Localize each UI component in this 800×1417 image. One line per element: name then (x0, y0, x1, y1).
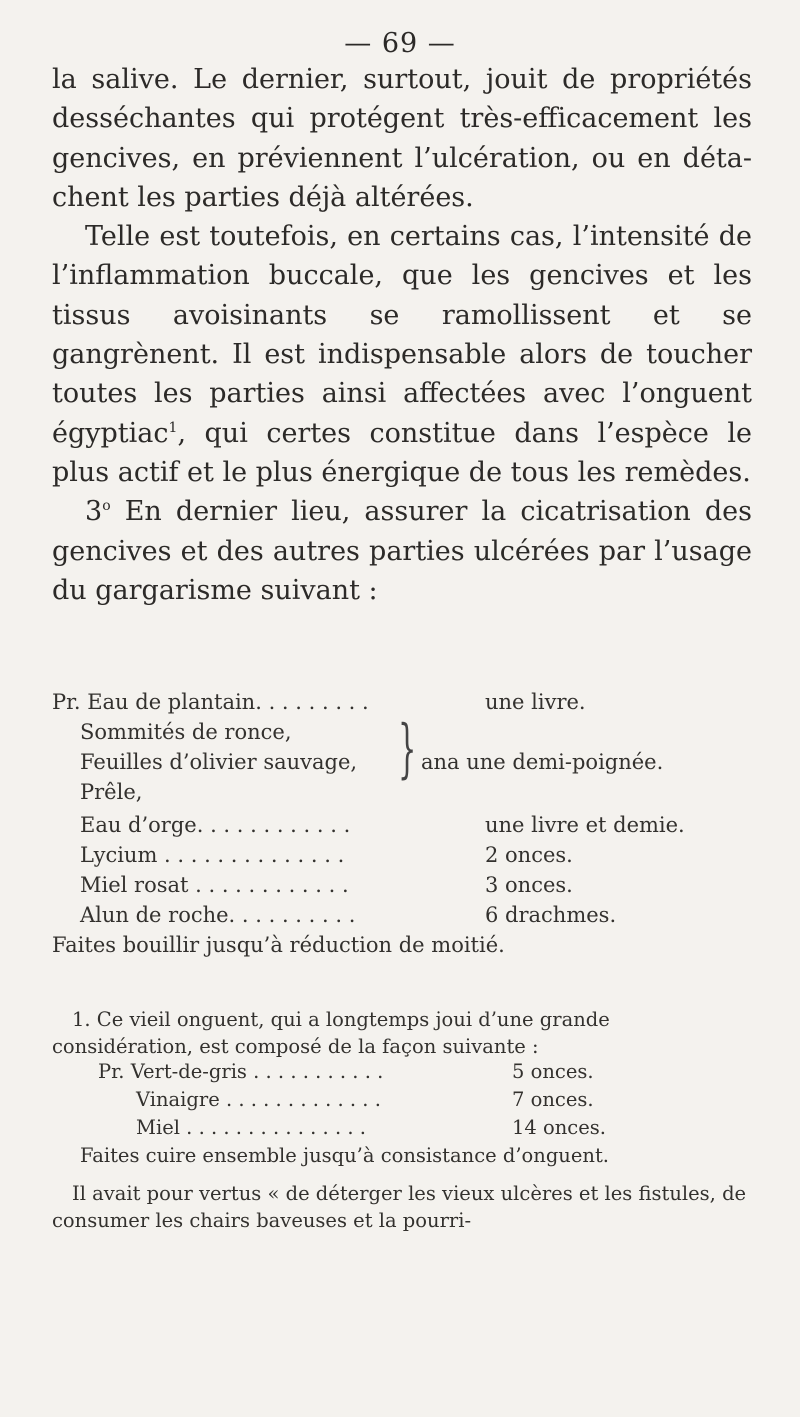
footnote-item-quantity: 7 onces. (512, 1088, 594, 1111)
recipe-item-quantity: 6 drachmes. (485, 903, 617, 927)
brace-symbol: } (398, 712, 417, 786)
paragraph-3 (52, 492, 752, 610)
paragraph-2-text-end: , qui certes constitue dans l’espèce le plus actif et le plus énergique de tous les remèdes. (52, 417, 752, 488)
paragraph-3-text: En dernier lieu, assurer la cicatrisation des gencives et des autres parties ulcérées par l’usage du gargarisme suivant : (52, 496, 752, 606)
footnote-item-label: Miel . . . . . . . . . . . . . . . (136, 1116, 366, 1139)
recipe-item-quantity: 2 onces. (485, 843, 573, 867)
recipe-item-label: Pr. Eau de plantain. . . . . . . . . (52, 690, 369, 714)
footnote-intro: 1. Ce vieil onguent, qui a longtemps joui d’une grande considération, est composé de la façon suivante : (52, 1008, 610, 1058)
footnote-item-quantity: 14 onces. (512, 1116, 606, 1139)
paragraph-3-ordinal: o (102, 498, 111, 515)
footnote-item-label: Vinaigre . . . . . . . . . . . . . (136, 1088, 381, 1111)
recipe-item-quantity: une livre et demie. (485, 813, 685, 837)
recipe-item-quantity: ana une demi-poignée. (421, 750, 664, 774)
recipe-item-quantity: 3 onces. (485, 873, 573, 897)
recipe-item-label: Prêle, (80, 780, 143, 804)
paragraph-2 (52, 217, 752, 492)
recipe-item-label: Lycium . . . . . . . . . . . . . . (80, 843, 345, 867)
paragraph-3-number: 3 (85, 496, 103, 528)
paragraph-1: la salive. Le dernier, surtout, jouit de propriétés desséchantes qui protégent très-efficacement les gencives, en préviennent l’ulcération, ou en déta-chent les parties déjà altérées. (52, 64, 752, 213)
recipe-item-label: Alun de roche. . . . . . . . . . (80, 903, 356, 927)
recipe-item-quantity: une livre. (485, 690, 586, 714)
footnote-item-quantity: 5 onces. (512, 1060, 594, 1083)
recipe-item-label: Feuilles d’olivier sauvage, (80, 750, 358, 774)
footnote-last-paragraph: Il avait pour vertus « de déterger les vieux ulcères et les fistules, de consumer les chairs baveuses et la pourri- (52, 1182, 747, 1232)
recipe-item-label: Sommités de ronce, (80, 720, 292, 744)
footnote-item-label: Pr. Vert-de-gris . . . . . . . . . . . (98, 1060, 384, 1083)
recipe-closing: Faites bouillir jusqu’à réduction de moitié. (52, 933, 505, 957)
recipe-item-label: Eau d’orge. . . . . . . . . . . . (80, 813, 351, 837)
footnote-closing: Faites cuire ensemble jusqu’à consistance d’onguent. (80, 1144, 610, 1167)
page-number: — 69 — (344, 28, 456, 59)
body-text (52, 60, 752, 610)
paragraph-2-text: Telle est toutefois, en certains cas, l’intensité de l’inflammation buccale, que les gencives et les tissus avoisinants se ramollissent et se gangrènent. Il est indispensable alors de toucher toutes les parties ainsi affectées avec l’onguent égyptiac (52, 221, 752, 449)
footnote-marker: 1 (168, 419, 178, 436)
recipe-item-label: Miel rosat . . . . . . . . . . . . (80, 873, 349, 897)
